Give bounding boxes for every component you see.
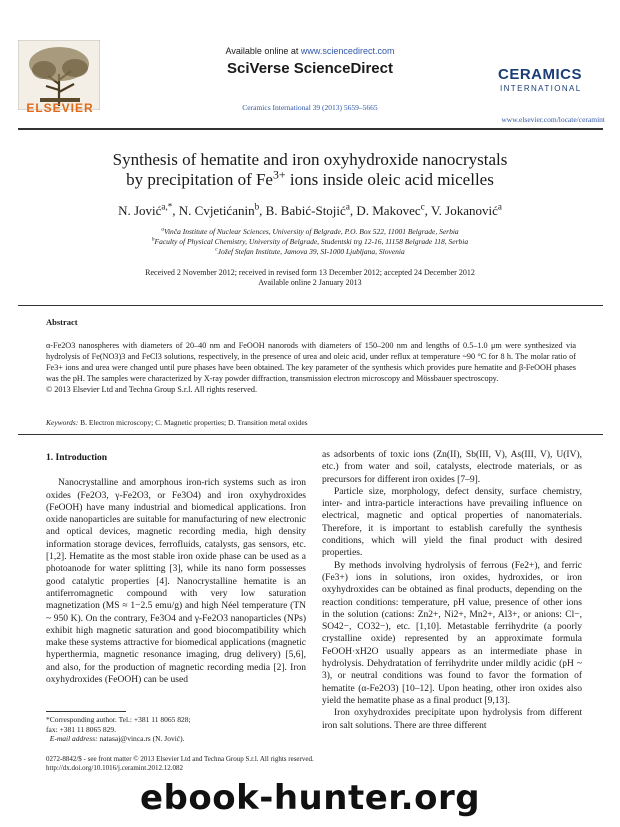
title-line-1: Synthesis of hematite and iron oxyhydroxide nanocrystals bbox=[112, 150, 508, 169]
affiliation-item bbox=[60, 237, 560, 247]
doi-link[interactable]: http://dx.doi.org/10.1016/j.ceramint.2012.12.082 bbox=[46, 764, 183, 772]
footnote-fax: fax: +381 11 8065 829. bbox=[46, 724, 116, 734]
author-affiliation-marker: a,* bbox=[161, 201, 173, 212]
intro-paragraph-4: By methods involving hydrolysis of ferrous (Fe2+), and ferric (Fe3+) ions in solutions, iron oxides, hydroxides, or iron oxyhydroxides can be obtained as final products, depending on the reaction conditions: temperature, pH value, presence of other ions in the solution (cations: Zn2+, Ni2+, Mn2+, Al3+, or anions: Cl−, SO42−, CO32−), etc. [1,10]. Metastable ferrihydrite (a poorly crystalline oxide) represented by an approximate formula FeOOH·xH2O usually appears as an intermediate phase in hydrolysis. Dehydratation of ferrihydrite under mildly acidic (pH ~ 3), or neutral conditions was found to favor the formation of hematite (α-Fe2O3) [10–12]. Upon heating, other iron oxides also yield the hematite phase as a final product [9,13]. bbox=[322, 560, 582, 706]
journal-subtitle: INTERNATIONAL bbox=[500, 84, 582, 93]
affiliation-item bbox=[60, 247, 560, 257]
available-prefix: Available online at bbox=[225, 46, 301, 56]
available-online-date: Available online 2 January 2013 bbox=[258, 278, 362, 287]
author-name: B. Babić-Stojić bbox=[265, 203, 346, 218]
platform-name: SciVerse ScienceDirect bbox=[227, 60, 393, 77]
abstract-bottom-rule bbox=[18, 434, 603, 435]
author-separator: , bbox=[349, 203, 357, 218]
article-dates bbox=[60, 268, 560, 288]
page-footer bbox=[46, 755, 446, 773]
article-title bbox=[40, 150, 580, 190]
affiliation-item bbox=[60, 227, 560, 237]
affiliation-marker: c bbox=[215, 246, 218, 253]
author-separator: , bbox=[259, 203, 266, 218]
intro-paragraph-3: Particle size, morphology, defect density, surface chemistry, inter- and intra-particle interactions have prevailing influence on electrical, magnetic and optical properties of nanomaterials. Therefore, it is important to establish carefully the synthesis conditions, which will yield the final product with desired properties. bbox=[322, 486, 582, 559]
intro-paragraph-1: Nanocrystalline and amorphous iron-rich systems such as iron oxides (Fe2O3, γ-Fe2O3, or Fe3O4) and iron oxyhydroxides (FeOOH) have many industrial and biomedical applications. Iron oxide nanoparticles are suitable for manufacturing of new electronic and optical devices, magnetic recording media, high density information storage devices, ferrofluids, catalysts, gas sensors, etc. [1,2]. Hematite as the most stable iron oxide phase can be used as a photoanode for water splitting [3], while its nano form possesses good catalytic properties [4]. Nanocrystalline hematite is an antiferromagnetic compound with very low saturation magnetization (MS ≈ 1−2.5 emu/g) and high Néel temperature (TN ~ 950 K). On the contrary, Fe3O4 and γ-Fe2O3 nanoparticles (NPs) exhibit high magnetic saturation and good biocompatibility which make these systems attractive for biomedical applications (magnetic hyperthermia, magnetic resonance imaging, drug delivery) [5,6], and also, for the production of magnetic recording media [2]. Iron oxyhydroxides (FeOOH) can be used bbox=[46, 478, 306, 686]
title-superscript: 3+ bbox=[272, 167, 286, 182]
author-separator: , bbox=[424, 203, 431, 218]
author-affiliation-marker: c bbox=[420, 201, 425, 212]
author-name: V. Jokanović bbox=[430, 203, 498, 218]
keywords-text: B. Electron microscopy; C. Magnetic properties; D. Transition metal oxides bbox=[80, 418, 308, 427]
affiliation-text: Faculty of Physical Chemistry, University of Belgrade, Studentski trg 12-16, 11158 Belgrade 118, Serbia bbox=[154, 237, 469, 246]
watermark-text: ebook-hunter.org bbox=[140, 778, 481, 818]
left-column bbox=[46, 452, 306, 686]
journal-url-link[interactable]: www.elsevier.com/locate/ceramint bbox=[501, 115, 605, 124]
footnote-email-line bbox=[46, 734, 306, 744]
author-name: N. Cvjetićanin bbox=[178, 203, 255, 218]
author-affiliation-marker: a bbox=[345, 201, 350, 212]
issn-line: 0272-8842/$ - see front matter © 2013 Elsevier Ltd and Techna Group S.r.l. All rights reserved. bbox=[46, 755, 314, 763]
author-name: D. Makovec bbox=[356, 203, 421, 218]
section-heading: 1. Introduction bbox=[46, 453, 108, 463]
abstract-body: α-Fe2O3 nanospheres with diameters of 20–40 nm and FeOOH nanorods with diameters of 150–200 nm and lengths of 0.5–1.0 μm were synthesized via hydrolysis of Fe(NO3)3 and FeCl3 solutions, respectively, in the presence of urea and oleic acid, under reflux at temperature ~90 °C for 8 h. The molar ratio of Fe3+ ions and urea were changed until pure phases have been obtained. The key parameter of the synthesis which provides pure hematite and β-FeOOH phases was the pH. The samples were characterized by X-ray powder diffraction, transmission electron microscopy and Mössbauer spectroscopy. bbox=[46, 341, 576, 383]
author-affiliation-marker: b bbox=[254, 201, 260, 212]
keywords-label: Keywords: bbox=[46, 418, 79, 427]
affiliation-marker: b bbox=[151, 236, 155, 243]
elsevier-wordmark: ELSEVIER bbox=[26, 101, 94, 115]
intro-paragraph-5: Iron oxyhydroxides precipitate upon hydrolysis from different iron salt solutions. There are three different bbox=[322, 708, 582, 731]
email-label: E-mail address: bbox=[49, 734, 98, 743]
sciencedirect-link[interactable]: www.sciencedirect.com bbox=[300, 46, 395, 56]
journal-reference-link[interactable]: Ceramics International 39 (2013) 5659–5665 bbox=[242, 103, 378, 112]
elsevier-tree-logo-icon bbox=[18, 40, 100, 110]
abstract-heading: Abstract bbox=[46, 317, 78, 327]
abstract-text bbox=[46, 340, 576, 395]
author-list bbox=[40, 203, 580, 219]
affiliation-list bbox=[60, 227, 560, 257]
journal-title: CERAMICS bbox=[498, 66, 583, 83]
intro-paragraph-2: as adsorbents of toxic ions (Zn(II), Sb(III, V), As(III, V), U(IV), etc.) from water and soil, catalysts, electrode materials, or as precursors for different iron oxides [7–9]. bbox=[322, 450, 582, 485]
corresponding-author-footnote bbox=[46, 715, 306, 744]
header-rule bbox=[18, 128, 603, 130]
title-line-2-post: ions inside oleic acid micelles bbox=[285, 170, 494, 189]
email-address[interactable]: natasaj@vinca.rs (N. Jović). bbox=[99, 734, 185, 743]
footnote-phone: *Corresponding author. Tel.: +381 11 8065 828; bbox=[46, 715, 191, 724]
footnote-rule bbox=[46, 711, 126, 712]
abstract-top-rule bbox=[18, 305, 603, 306]
affiliation-text: Vinča Institute of Nuclear Sciences, University of Belgrade, P.O. Box 522, 11001 Belgrade, Serbia bbox=[163, 227, 459, 236]
available-online-line bbox=[210, 46, 410, 56]
keywords-line bbox=[46, 418, 576, 427]
title-line-2-pre: by precipitation of Fe bbox=[126, 170, 273, 189]
author-separator: , bbox=[172, 203, 179, 218]
author-name: N. Jović bbox=[118, 203, 162, 218]
author-affiliation-marker: a bbox=[497, 201, 502, 212]
copyright: © 2013 Elsevier Ltd and Techna Group S.r.l. All rights reserved. bbox=[46, 385, 258, 394]
affiliation-marker: a bbox=[161, 226, 164, 233]
affiliation-text: Jožef Stefan Institute, Jamova 39, SI-1000 Ljubljana, Slovenia bbox=[217, 247, 405, 256]
received-dates: Received 2 November 2012; received in revised form 13 December 2012; accepted 24 December 2012 bbox=[145, 268, 475, 277]
right-column bbox=[322, 449, 582, 732]
